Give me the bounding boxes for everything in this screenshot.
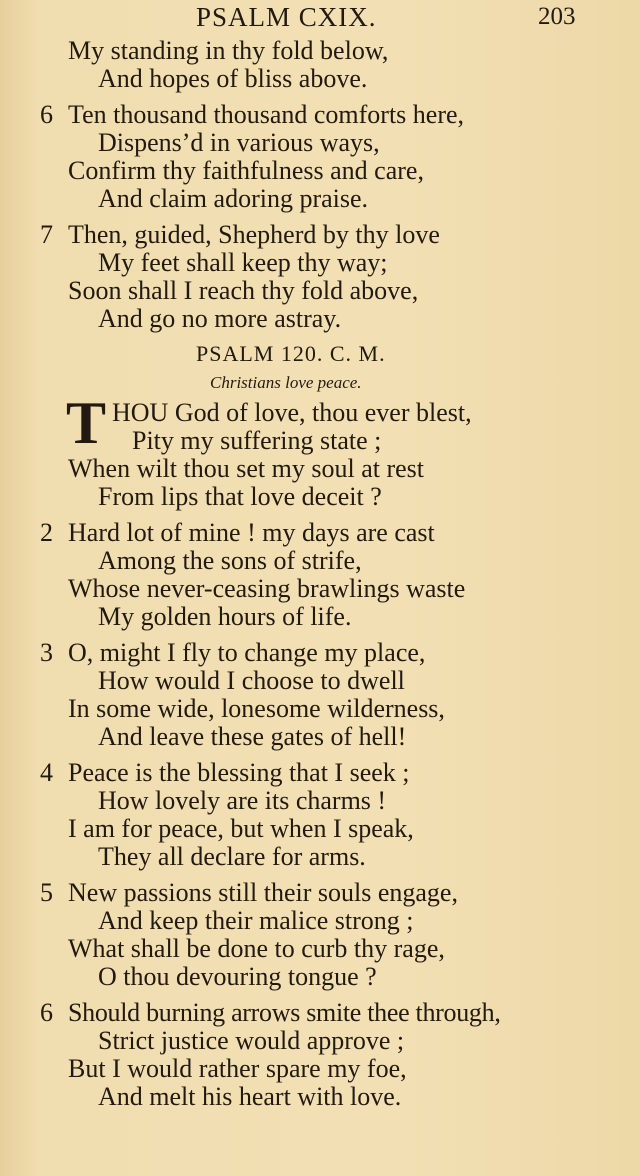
verse-line: And keep their malice strong ; [98, 906, 414, 935]
verse-line: But I would rather spare my foe, [68, 1054, 407, 1083]
verse-line: I am for peace, but when I speak, [68, 814, 414, 843]
verse-line: Hard lot of mine ! my days are cast [68, 518, 435, 547]
running-header-title: PSALM CXIX. [196, 2, 377, 32]
verse-line: Dispens’d in various ways, [98, 128, 380, 157]
verse-line: Peace is the blessing that I seek ; [68, 758, 410, 787]
verse-line: O thou devouring tongue ? [98, 962, 377, 991]
verse-line: My standing in thy fold below, [68, 36, 389, 65]
verse-line: Should burning arrows smite thee through, [68, 998, 501, 1027]
verse-line: Confirm thy faithfulness and care, [68, 156, 424, 185]
verse-line: How would I choose to dwell [98, 666, 405, 695]
verse-line: Ten thousand thousand comforts here, [68, 100, 465, 129]
verse-line: And melt his heart with love. [98, 1082, 402, 1111]
verse-line: In some wide, lonesome wilderness, [68, 694, 445, 723]
verse-line: Then, guided, Shepherd by thy love [68, 220, 440, 249]
verse-line: And claim adoring praise. [98, 184, 369, 213]
verse-line: Pity my suffering state ; [132, 426, 382, 455]
verse-line: My golden hours of life. [98, 602, 352, 631]
psalm-heading: PSALM 120. C. M. [196, 341, 386, 366]
verse-line: New passions still their souls engage, [68, 878, 458, 907]
verse-line: When wilt thou set my soul at rest [68, 454, 425, 483]
page-number: 203 [538, 3, 576, 30]
drop-cap: T [66, 390, 107, 456]
verse-line: What shall be done to curb thy rage, [68, 934, 445, 963]
stanza-number: 6 [40, 100, 53, 129]
verse-line: They all declare for arms. [98, 842, 366, 871]
stanza-number: 3 [40, 638, 53, 667]
stanza-number: 6 [40, 998, 53, 1027]
stanza-number: 4 [40, 758, 53, 787]
verse-line: Whose never-ceasing brawlings waste [68, 574, 466, 603]
verse-line: HOU God of love, thou ever blest, [112, 398, 472, 427]
verse-line: From lips that love deceit ? [98, 482, 382, 511]
stanza-number: 5 [40, 878, 53, 907]
verse-line: Among the sons of strife, [98, 546, 362, 575]
verse-line: Strict justice would approve ; [98, 1026, 405, 1055]
verse-line: And hopes of bliss above. [98, 64, 368, 93]
verse-line: And leave these gates of hell! [98, 722, 407, 751]
verse-line: Soon shall I reach thy fold above, [68, 276, 419, 305]
psalm-subtitle: Christians love peace. [210, 373, 362, 392]
verse-line: How lovely are its charms ! [98, 786, 387, 815]
verse-line: And go no more astray. [98, 304, 342, 333]
stanza-number: 7 [40, 220, 53, 249]
verse-line: O, might I fly to change my place, [68, 638, 426, 667]
verse-line: My feet shall keep thy way; [98, 248, 388, 277]
stanza-number: 2 [40, 518, 53, 547]
